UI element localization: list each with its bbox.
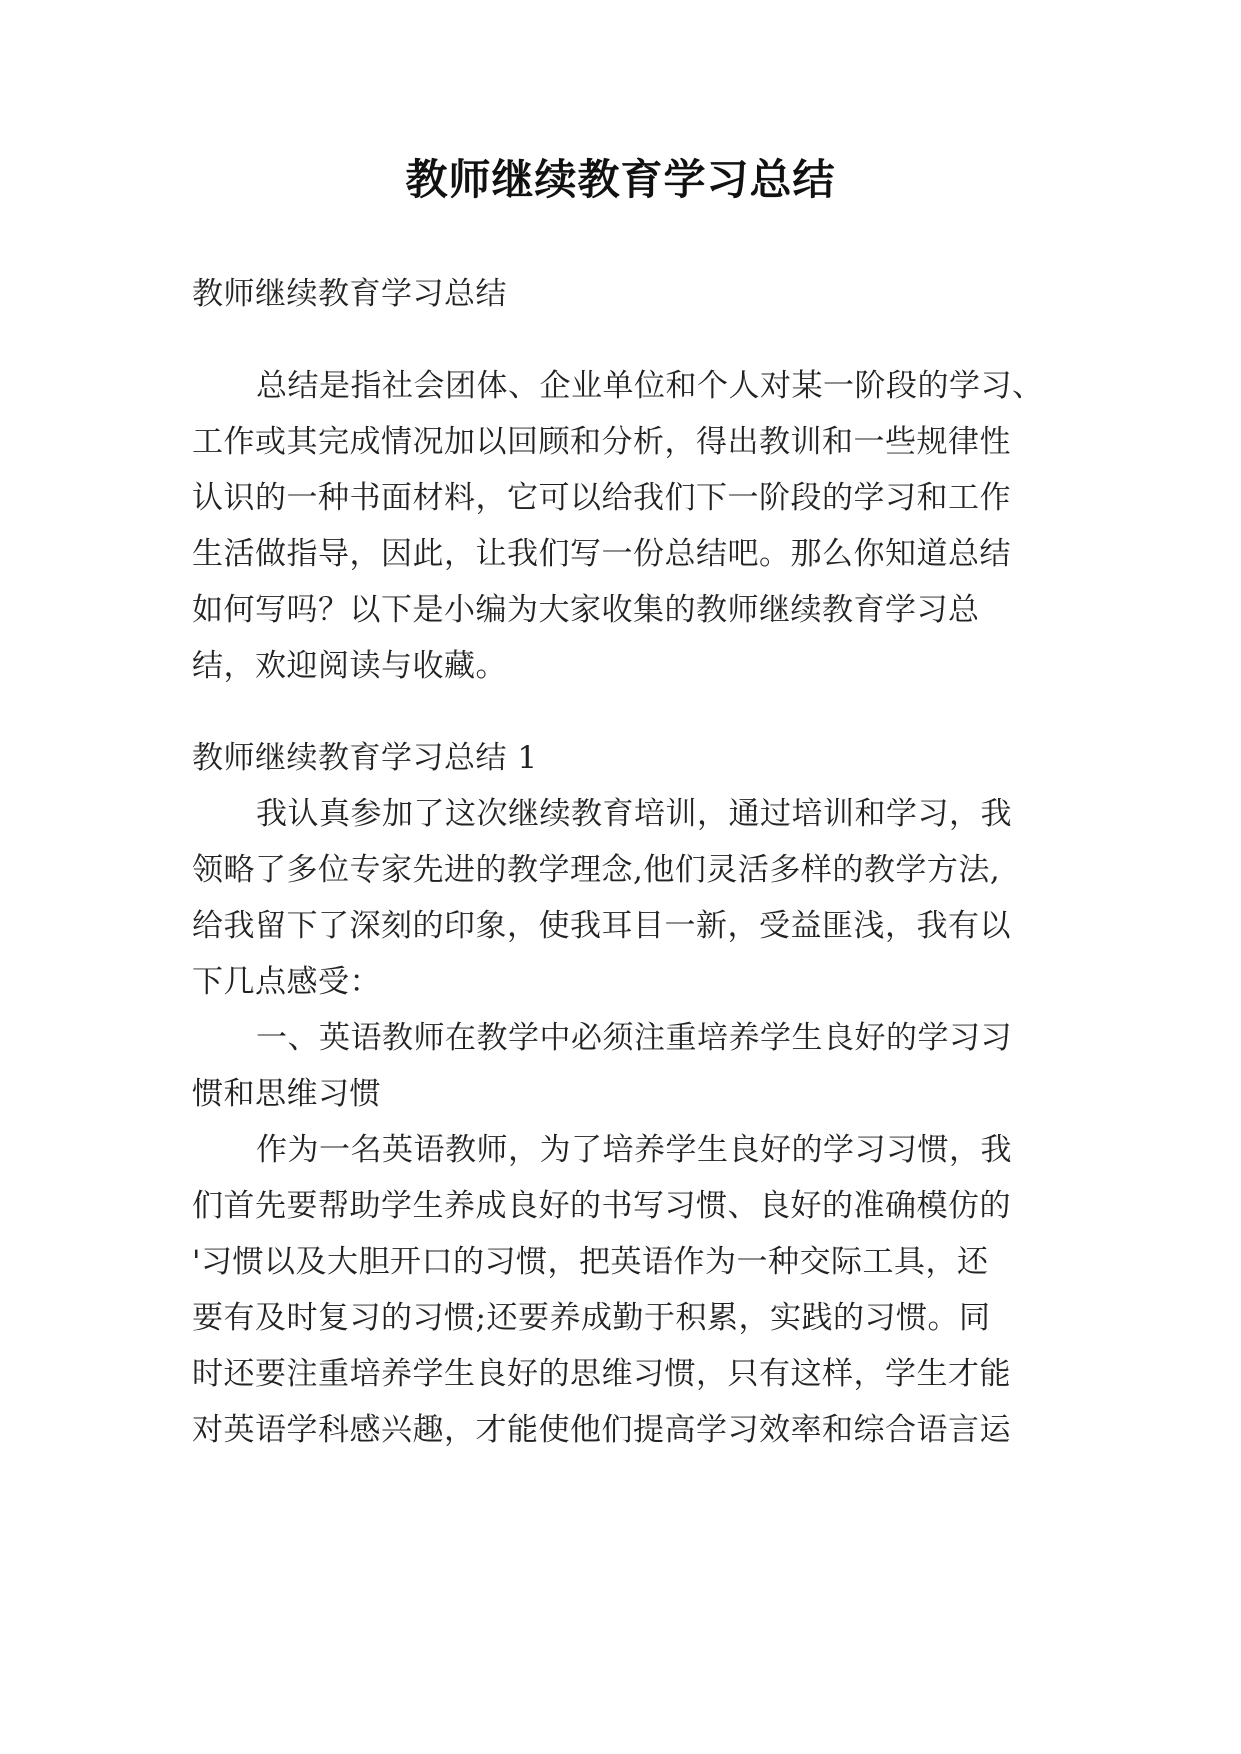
paragraph-line: '习惯以及大胆开口的习惯，把英语作为一种交际工具，还 (192, 1244, 989, 1280)
document-title: 教师继续教育学习总结 (405, 155, 836, 204)
paragraph-line: 们首先要帮助学生养成良好的书写习惯、良好的准确模仿的 (192, 1188, 1011, 1224)
paragraph-line: 总结是指社会团体、企业单位和个人对某一阶段的学习、 (256, 368, 1044, 404)
paragraph-line: 对英语学科感兴趣，才能使他们提高学习效率和综合语言运 (192, 1412, 1011, 1448)
subtitle-text: 教师继续教育学习总结 (192, 276, 507, 312)
section1 (192, 730, 1052, 1458)
document-subtitle (192, 266, 1052, 322)
paragraph-line: 作为一名英语教师，为了培养学生良好的学习习惯，我 (256, 1132, 1012, 1168)
intro-paragraph (192, 358, 1052, 694)
paragraph-line: 给我留下了深刻的印象，使我耳目一新，受益匪浅，我有以 (192, 908, 1011, 944)
paragraph-line: 结，欢迎阅读与收藏。 (192, 648, 507, 684)
paragraph-line: 领略了多位专家先进的教学理念,他们灵活多样的教学方法, (192, 852, 1001, 888)
point-heading-line: 惯和思维习惯 (192, 1076, 381, 1112)
paragraph-line: 时还要注重培养学生良好的思维习惯，只有这样，学生才能 (192, 1356, 1011, 1392)
paragraph-line: 我认真参加了这次继续教育培训，通过培训和学习，我 (256, 796, 1012, 832)
paragraph-line: 生活做指导，因此，让我们写一份总结吧。那么你知道总结 (192, 536, 1011, 572)
point-heading-line: 一、英语教师在教学中必须注重培养学生良好的学习习 (256, 1020, 1012, 1056)
section-heading: 教师继续教育学习总结 1 (192, 740, 538, 776)
paragraph-line: 要有及时复习的习惯;还要养成勤于积累，实践的习惯。同 (192, 1300, 991, 1336)
paragraph-line: 工作或其完成情况加以回顾和分析，得出教训和一些规律性 (192, 424, 1011, 460)
paragraph-line: 下几点感受： (192, 964, 381, 1000)
paragraph-line: 认识的一种书面材料，它可以给我们下一阶段的学习和工作 (192, 480, 1011, 516)
paragraph-line: 如何写吗？以下是小编为大家收集的教师继续教育学习总 (192, 592, 980, 628)
